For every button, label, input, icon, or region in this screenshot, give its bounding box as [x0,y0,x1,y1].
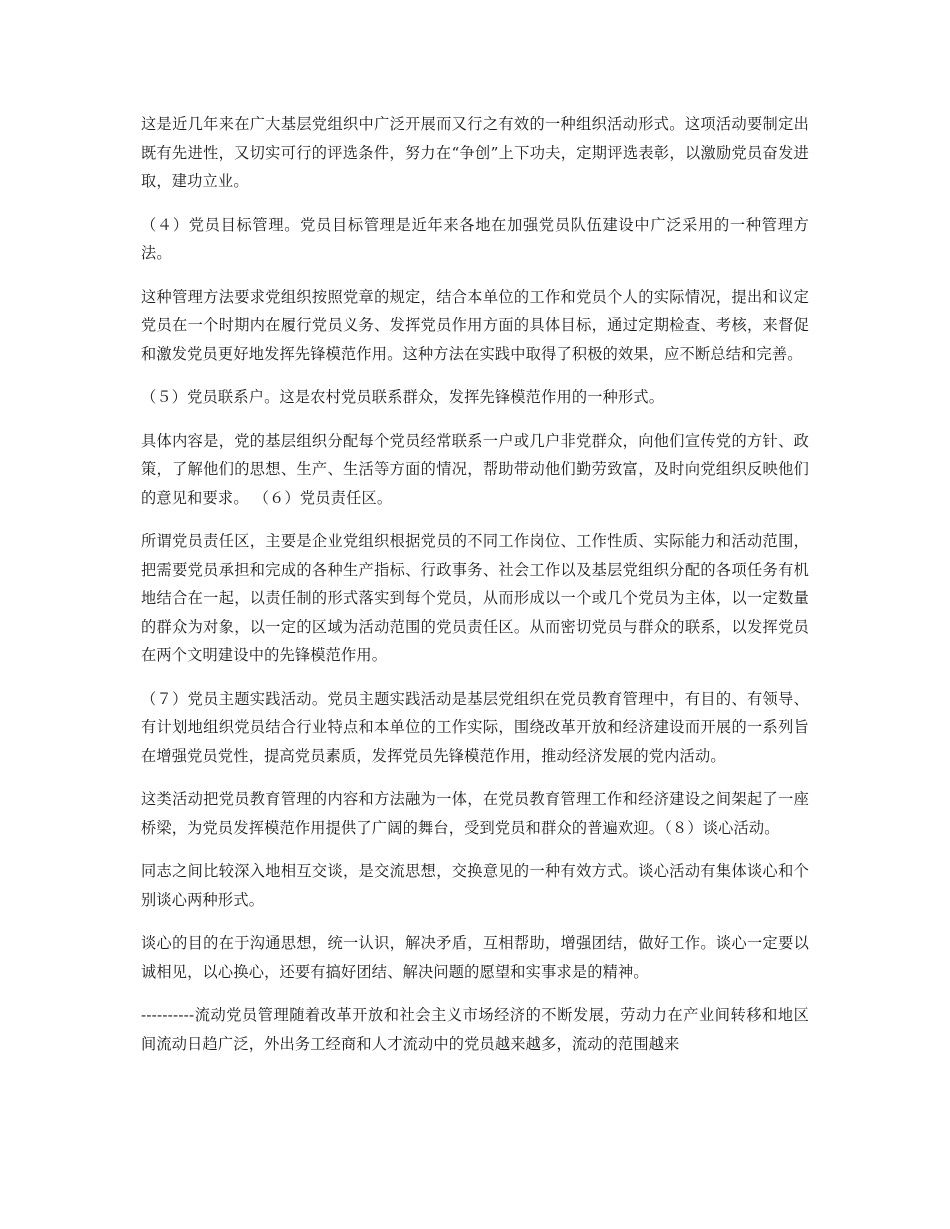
paragraph-7: （７）党员主题实践活动。党员主题实践活动是基层党组织在党员教育管理中，有目的、有领导、有计划地组织党员结合行业特点和本单位的工作实际，围绕改革开放和经济建设而开展的一系列旨在增强党员党性，提高党员素质，发挥党员先锋模范作用，推动经济发展的党内活动。 [141,689,809,765]
paragraph-3: 这种管理方法要求党组织按照党章的规定，结合本单位的工作和党员个人的实际情况，提出和议定党员在一个时期内在履行党员义务、发挥党员作用方面的具体目标，通过定期检查、考核，来督促和激发党员更好地发挥先锋模范作用。这种方法在实践中取得了积极的效果，应不断总结和完善。 [141,287,809,363]
paragraph-10: 谈心的目的在于沟通思想，统一认识，解决矛盾，互相帮助，增强团结，做好工作。谈心一定要以诚相见，以心换心，还要有搞好团结、解决问题的愿望和实事求是的精神。 [141,934,809,981]
paragraph-1: 这是近几年来在广大基层党组织中广泛开展而又行之有效的一种组织活动形式。这项活动要制定出既有先进性，又切实可行的评选条件，努力在“争创”上下功夫，定期评选表彰，以激励党员奋发进取，建功立业。 [141,115,809,190]
paragraph-2: （４）党员目标管理。党员目标管理是近年来各地在加强党员队伍建设中广泛采用的一种管理方法。 [141,215,809,262]
paragraph-8: 这类活动把党员教育管理的内容和方法融为一体，在党员教育管理工作和经济建设之间架起了一座桥梁，为党员发挥模范作用提供了广阔的舞台，受到党员和群众的普遍欢迎。（８）谈心活动。 [141,790,809,837]
paragraph-6: 所谓党员责任区，主要是企业党组织根据党员的不同工作岗位、工作性质、实际能力和活动范围，把需要党员承担和完成的各种生产指标、行政事务、社会工作以及基层党组织分配的各项任务有机地结合在一起，以责任制的形式落实到每个党员，从而形成以一个或几个党员为主体，以一定数量的群众为对象，以一定的区域为活动范围的党员责任区。从而密切党员与群众的联系，以发挥党员在两个文明建设中的先锋模范作用。 [141,532,809,664]
paragraph-4: （５）党员联系户。这是农村党员联系群众，发挥先锋模范作用的一种形式。 [141,388,665,406]
document-page [141,110,809,1073]
paragraph-9: 同志之间比较深入地相互交谈，是交流思想，交换意见的一种有效方式。谈心活动有集体谈心和个别谈心两种形式。 [141,862,809,909]
paragraph-11: ----------流动党员管理随着改革开放和社会主义市场经济的不断发展，劳动力在产业间转移和地区间流动日趋广泛，外出务工经商和人才流动中的党员越来越多，流动的范围越来 [141,1006,809,1053]
paragraph-5: 具体内容是，党的基层组织分配每个党员经常联系一户或几户非党群众，向他们宣传党的方针、政策，了解他们的思想、生产、生活等方面的情况，帮助带动他们勤劳致富，及时向党组织反映他们的意见和要求。 （６）党员责任区。 [141,431,809,507]
